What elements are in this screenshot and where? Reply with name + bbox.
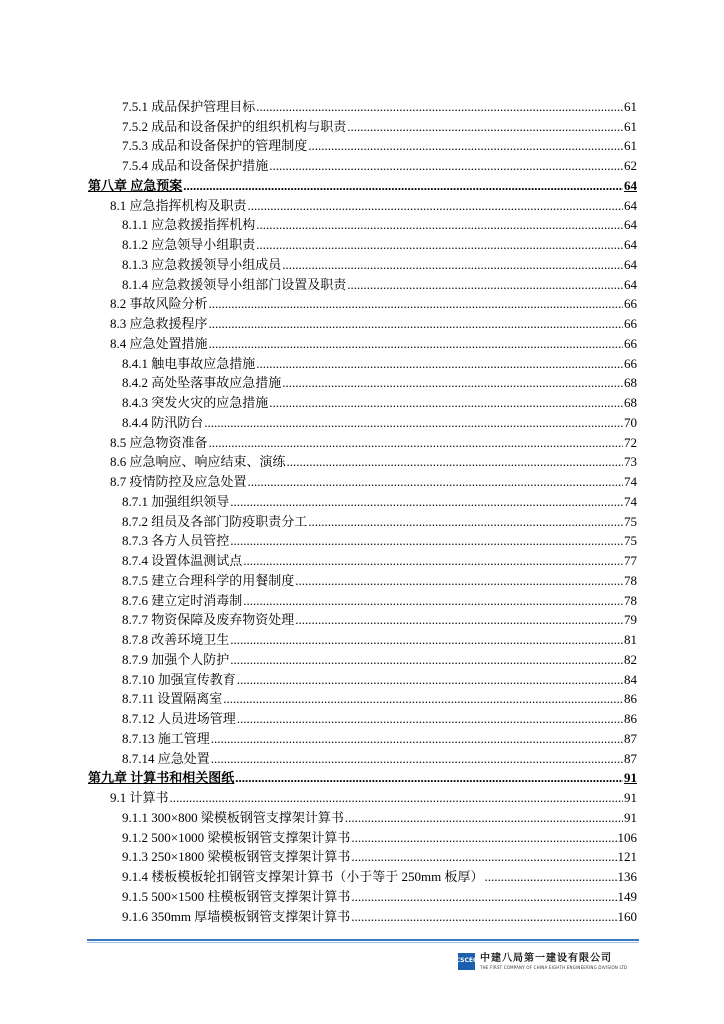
toc-entry[interactable] (122, 509, 637, 529)
toc-entry-page: 61 (624, 98, 637, 114)
toc-entry-title: 8.1.1 应急救援指挥机构 (122, 217, 256, 233)
toc-entry-page: 136 (617, 869, 637, 884)
toc-entry-title: 第九章 计算书和相关图纸 (88, 770, 235, 786)
toc-entry[interactable] (122, 94, 637, 114)
toc-entry[interactable] (122, 489, 637, 509)
toc-entry-title: 8.1 应急指挥机构及职责 (110, 197, 247, 213)
toc-entry-title: 8.7.4 设置体温测试点 (122, 553, 243, 568)
toc-entry[interactable] (122, 568, 637, 588)
toc-entry-page: 75 (624, 513, 637, 529)
toc-entry-title: 8.1.3 应急救援领导小组成员 (122, 256, 282, 272)
toc-leader-dots (209, 316, 623, 331)
toc-entry[interactable] (110, 311, 637, 331)
toc-entry-title: 8.4.2 高处坠落事故应急措施 (122, 375, 282, 391)
toc-entry-page: 64 (624, 177, 637, 193)
toc-entry[interactable] (122, 805, 637, 825)
toc-leader-dots (248, 474, 623, 489)
toc-entry-title: 8.7 疫情防控及应急处置 (110, 474, 247, 489)
toc-entry-title: 9.1.2 500×1000 梁模板钢管支撑架计算书 (122, 829, 351, 845)
toc-entry-title: 9.1.6 350mm 厚墙模板钢管支撑架计算书 (122, 908, 351, 924)
toc-entry-page: 64 (624, 197, 637, 213)
toc-entry[interactable] (122, 114, 637, 134)
toc-entry-title: 9.1.5 500×1500 柱模板钢管支撑架计算书 (122, 888, 351, 904)
toc-leader-dots (351, 909, 616, 924)
toc-entry-page: 68 (624, 375, 637, 391)
toc-entry-title: 9.1.3 250×1800 梁模板钢管支撑架计算书 (122, 849, 351, 865)
toc-entry-page: 66 (624, 355, 637, 371)
toc-entry-title: 9.1.1 300×800 梁模板钢管支撑架计算书 (122, 809, 344, 825)
toc-entry[interactable] (122, 529, 637, 549)
toc-entry[interactable] (122, 667, 637, 687)
toc-entry[interactable] (110, 785, 637, 805)
toc-entry[interactable] (122, 588, 637, 608)
toc-entry-page: 62 (624, 158, 637, 173)
toc-entry[interactable] (122, 351, 637, 371)
toc-leader-dots (256, 217, 623, 232)
toc-leader-dots (351, 889, 616, 904)
toc-entry-page: 87 (624, 750, 637, 766)
toc-entry[interactable] (122, 884, 637, 904)
toc-leader-dots (230, 494, 623, 509)
toc-leader-dots (204, 415, 623, 430)
toc-leader-dots (183, 178, 623, 193)
toc-entry-title: 8.7.3 各方人员管控 (122, 533, 230, 549)
toc-entry[interactable] (122, 232, 637, 252)
toc-entry-page: 74 (624, 474, 637, 489)
toc-entry-title: 8.4.4 防汛防台 (122, 414, 204, 430)
toc-entry-title: 8.4.1 触电事故应急措施 (122, 355, 256, 371)
toc-leader-dots (351, 849, 616, 864)
toc-entry-page: 64 (624, 276, 637, 292)
toc-entry-title: 第八章 应急预案 (88, 177, 183, 193)
toc-leader-dots (230, 533, 623, 548)
toc-entry-page: 91 (624, 770, 637, 786)
toc-entry[interactable] (110, 331, 637, 351)
toc-entry-page: 68 (624, 395, 637, 410)
toc-entry[interactable] (122, 825, 637, 845)
toc-leader-dots (287, 454, 623, 469)
cscec-logo-icon: CSCEC (458, 953, 475, 970)
toc-entry[interactable] (122, 410, 637, 430)
toc-entry-title: 8.7.2 组员及各部门防疫职责分工 (122, 513, 308, 529)
toc-entry-page: 66 (624, 296, 637, 312)
toc-entry-title: 8.3 应急救援程序 (110, 316, 208, 331)
toc-leader-dots (351, 830, 616, 845)
toc-leader-dots (211, 731, 623, 746)
toc-entry-page: 81 (624, 632, 637, 647)
toc-entry-title: 8.7.9 加强个人防护 (122, 651, 230, 667)
toc-entry[interactable] (110, 292, 637, 312)
company-name-block (480, 953, 627, 970)
toc-leader-dots (211, 751, 623, 766)
toc-entry-title: 9.1 计算书 (110, 790, 169, 805)
toc-leader-dots (308, 138, 623, 153)
toc-entry-page: 66 (624, 316, 637, 331)
toc-entry[interactable] (122, 213, 637, 233)
toc-entry-title: 8.7.10 加强宣传教育 (122, 671, 236, 687)
toc-leader-dots (235, 770, 623, 785)
toc-entry-page: 149 (617, 888, 637, 904)
toc-leader-dots (295, 612, 623, 627)
toc-entry-title: 8.7.5 建立合理科学的用餐制度 (122, 572, 295, 588)
toc-leader-dots (237, 672, 623, 687)
toc-leader-dots (243, 593, 623, 608)
toc-entry-page: 160 (617, 908, 637, 924)
toc-leader-dots (230, 632, 623, 647)
toc-entry-page: 64 (624, 237, 637, 252)
toc-entry-page: 78 (624, 572, 637, 588)
toc-leader-dots (345, 810, 623, 825)
toc-entry-title: 8.1.2 应急领导小组职责 (122, 237, 256, 252)
toc-leader-dots (347, 119, 623, 134)
toc-entry-page: 70 (624, 414, 637, 430)
toc-leader-dots (256, 237, 623, 252)
company-logo (455, 950, 638, 972)
toc-entry[interactable] (88, 766, 637, 786)
toc-entry[interactable] (110, 469, 637, 489)
toc-entry-page: 72 (624, 434, 637, 450)
toc-entry[interactable] (122, 272, 637, 292)
toc-entry[interactable] (122, 608, 637, 628)
toc-entry-title: 8.6 应急响应、响应结束、演练 (110, 454, 286, 470)
toc-entry-page: 79 (624, 612, 637, 628)
toc-entry[interactable] (122, 746, 637, 766)
toc-leader-dots (269, 158, 623, 173)
toc-leader-dots (248, 198, 623, 213)
toc-entry-title: 8.1.4 应急救援领导小组部门设置及职责 (122, 276, 347, 292)
toc-leader-dots (295, 573, 623, 588)
toc-entry-page: 87 (624, 730, 637, 746)
toc-entry-title: 8.5 应急物资准备 (110, 434, 208, 450)
toc-entry[interactable] (122, 864, 637, 884)
toc-entry-page: 77 (624, 553, 637, 568)
toc-entry-title: 8.7.8 改善环境卫生 (122, 632, 230, 647)
toc-entry-page: 91 (624, 809, 637, 825)
toc-entry-page: 84 (624, 671, 637, 687)
toc-entry-title: 8.7.12 人员进场管理 (122, 711, 236, 726)
toc-entry[interactable] (122, 252, 637, 272)
toc-entry[interactable] (110, 450, 637, 470)
toc-leader-dots (243, 553, 623, 568)
toc-entry-page: 106 (617, 829, 637, 845)
toc-leader-dots (282, 257, 623, 272)
toc-entry[interactable] (122, 390, 637, 410)
toc-entry-page: 78 (624, 592, 637, 608)
toc-leader-dots (223, 691, 623, 706)
toc-entry[interactable] (110, 430, 637, 450)
toc-entry-page: 61 (624, 138, 637, 154)
company-name-en: THE FIRST COMPANY OF CHINA EIGHTH ENGINEERING DIVISION LTD (480, 964, 628, 970)
footer-divider-thin (87, 942, 639, 943)
toc-leader-dots (308, 514, 623, 529)
toc-leader-dots (269, 395, 623, 410)
toc-entry-title: 8.7.1 加强组织领导 (122, 493, 230, 509)
toc-entry[interactable] (122, 371, 637, 391)
toc-entry[interactable] (122, 706, 637, 726)
footer-divider (87, 939, 639, 941)
toc-entry[interactable] (110, 193, 637, 213)
toc-entry-page: 64 (624, 256, 637, 272)
toc-entry-title: 7.5.3 成品和设备保护的管理制度 (122, 138, 308, 154)
toc-entry-title: 7.5.1 成品保护管理目标 (122, 98, 256, 114)
toc-leader-dots (209, 296, 623, 311)
toc-entry-page: 91 (624, 790, 637, 805)
toc-leader-dots (209, 435, 623, 450)
toc-leader-dots (230, 652, 623, 667)
toc-entry[interactable] (122, 647, 637, 667)
toc-entry-title: 8.7.7 物资保障及废弃物资处理 (122, 612, 295, 628)
toc-leader-dots (209, 336, 623, 351)
toc-entry[interactable] (122, 548, 637, 568)
toc-entry-title: 8.7.13 施工管理 (122, 730, 210, 746)
toc-entry[interactable] (122, 845, 637, 865)
toc-entry-title: 8.4.3 突发火灾的应急措施 (122, 395, 269, 410)
toc-entry-title: 8.7.6 建立定时消毒制 (122, 592, 243, 608)
toc-entry-title: 8.7.11 设置隔离室 (122, 691, 223, 707)
toc-entry-page: 61 (624, 118, 637, 134)
company-name-cn: 中建八局第一建设有限公司 (480, 952, 612, 964)
toc-entry-page: 75 (624, 533, 637, 549)
toc-entry-page: 64 (624, 217, 637, 233)
toc-entry-page: 73 (624, 454, 637, 470)
toc-leader-dots (256, 99, 623, 114)
toc-entry[interactable] (122, 687, 637, 707)
toc-entry[interactable] (122, 134, 637, 154)
toc-entry-page: 86 (624, 711, 637, 726)
toc-entry-page: 82 (624, 651, 637, 667)
toc-leader-dots (347, 277, 623, 292)
toc-entry-title: 7.5.4 成品和设备保护措施 (122, 158, 269, 173)
toc-leader-dots (237, 711, 623, 726)
toc-entry-page: 66 (624, 335, 637, 351)
toc-entry[interactable] (122, 153, 637, 173)
toc-entry-page: 121 (617, 849, 637, 865)
toc-entry-title: 8.2 事故风险分析 (110, 296, 208, 312)
toc-entry-page: 86 (624, 691, 637, 707)
toc-entry-title: 7.5.2 成品和设备保护的组织机构与职责 (122, 118, 347, 134)
toc-entry[interactable] (122, 627, 637, 647)
toc-leader-dots (256, 356, 623, 371)
toc-entry-title: 8.4 应急处置措施 (110, 335, 208, 351)
toc-entry-title: 9.1.4 楼板模板轮扣钢管支撑架计算书（小于等于 250mm 板厚） (122, 869, 484, 884)
toc-leader-dots (282, 375, 623, 390)
toc-entry[interactable] (88, 173, 637, 193)
toc-leader-dots (484, 869, 616, 884)
toc-entry-title: 8.7.14 应急处置 (122, 750, 210, 766)
toc-leader-dots (170, 790, 623, 805)
toc-entry[interactable] (122, 726, 637, 746)
toc-entry-page: 74 (624, 493, 637, 509)
toc-entry[interactable] (122, 904, 637, 924)
